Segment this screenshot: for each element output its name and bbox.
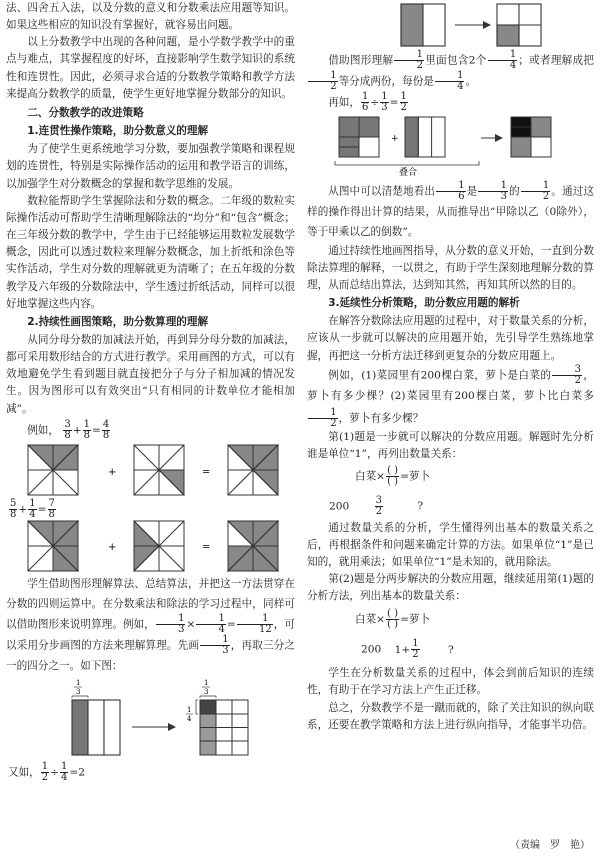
- example-equation: 又如， $\frac{1}{2}$ ÷ $\frac{1}{4}$ =2: [8, 761, 86, 784]
- svg-text:1: 1: [187, 706, 192, 715]
- svg-text:3: 3: [76, 688, 81, 697]
- quantity-relation-1: 白菜× $\frac{( )}{( )}$ =萝卜 200 $\frac{3}{2}$ ?: [329, 464, 431, 517]
- fraction-figure-row-2: [6, 520, 295, 574]
- section-heading: 二、分数教学的改进策略: [27, 106, 144, 119]
- subsection-heading: 2.持续性画图策略，助分数算理的理解: [27, 315, 209, 328]
- svg-text:3: 3: [204, 688, 209, 697]
- paragraph: 例如，(1)菜园里有200棵白菜，萝卜是白菜的 $\frac{3}{2}$ ，萝卜有多少棵？(2)菜园里有200棵白菜，萝卜比白菜多 $\frac{1}{2}$ ，萝卜有多少棵？: [307, 363, 594, 429]
- svg-text:1: 1: [204, 679, 209, 688]
- paragraph: 第(1)题是一步就可以解决的分数应用题。解题时先分析谁是单位“1”，再列出数量关系：: [307, 431, 594, 461]
- svg-text:1: 1: [76, 679, 81, 688]
- paragraph: 第(2)题是分两步解决的分数应用题，继续延用第(1)题的分析方法，列出基本的数量关系：: [307, 573, 594, 603]
- paragraph: 法、四舍五入法，以及分数的意义和分数乘法应用题等知识。如果这些相应的知识没有掌握好，就容易出问题。: [6, 2, 295, 32]
- subsection-heading: 1.连贯性操作策略，助分数意义的理解: [27, 125, 209, 138]
- svg-text:+: +: [391, 134, 399, 145]
- paragraph: 学生在分析数量关系的过程中，体会到前后知识的连续性，有助于在学习方法上产生正迁移。: [307, 667, 594, 697]
- paragraph: 从同分母分数的加减法开始，再到异分母分数的加减法，都可采用数形结合的方式进行教学。采用画图的方式，可以有效地避免学生看到题目就直接把分子与分子相加减的情况发生。因为图形可以有效突出“只有相同的计数单位才能相加减”。: [6, 333, 295, 415]
- paragraph: 数粒能帮助学生掌握除法和分数的概念。二年级的数粒实际操作活动可帮助学生清晰理解除法的“均分”和“包含”概念；在三年级分数的教学中，学生由于已经能够运用数粒发展数学概念，因此可以透过数粒来理解分数概念，加上折纸和涂色等实作活动，学生对分数的理解就更为清晰了；在五年级的分数教学及六年级的分数除法中，学生透过折纸活动，同样可以很好地掌握这些内容。: [6, 194, 295, 310]
- fraction-figure-svg: [6, 443, 295, 499]
- example-equation: 例如， $\frac{3}{8}$ + $\frac{1}{8}$ = $\frac{4}{8}$: [27, 418, 110, 441]
- paragraph: 在解答分数除法应用题的过程中，对于数量关系的分析，应该从一步就可以解决的应用题开始，先引导学生熟练地掌握，再把这一分析方法迁移到更复杂的分数应用题上。: [307, 315, 594, 362]
- svg-text:=: =: [202, 466, 211, 478]
- svg-text:+: +: [108, 541, 117, 553]
- example-equation: 再如， $\frac{1}{6}$ ÷ $\frac{1}{3}$ = $\frac{1}{2}$: [328, 91, 407, 114]
- svg-text:叠合: 叠合: [399, 168, 418, 179]
- svg-text:+: +: [108, 466, 117, 478]
- paragraph: 借助图形理解 $\frac{1}{2}$ 里面包含2个 $\frac{1}{4}$ ；或者理解成把 $\frac{1}{2}$ 等分成两份，每份是 $\frac{1}{4}$ 。: [307, 50, 594, 92]
- paragraph: 通过数量关系的分析，学生懂得列出基本的数量关系之后，再根据条件和问题来确定计算的方法。如果单位“1”是已知的，就用乘法；如果单位“1”是未知的，就用除法。: [307, 521, 594, 568]
- quantity-relation-2: 白菜× $\frac{( )}{( )}$ =萝卜 200 1+ $\frac{1}{2}$ ?: [355, 608, 454, 661]
- multiplication-figure: [6, 676, 295, 762]
- svg-text:=: =: [202, 541, 211, 553]
- editor-credit: （责编 罗 艳）: [510, 840, 590, 851]
- paragraph: 学生借助图形理解算法、总结算法，并把这一方法贯穿在分数的四则运算中。在分数乘法和除法的学习过程中，同样可以借助图形来说明算理。例如， $\frac{1}{3}$ × $\frac{1}{4}$ = $\frac{1}{12}$ ，可以采用分步画图的方法来理解算理。先画 $\frac{1}{3}$ ，再取三分之一的四分之一。如下图：: [6, 577, 296, 672]
- paragraph: 为了使学生更系统地学习分数，要加强教学策略和课程规划的连贯性，特别是实际操作活动的运用和教学语言的训练，以加强学生对分数概念的掌握和数学思维的发展。: [6, 143, 295, 190]
- example-equation: $\frac{5}{8}$ + $\frac{1}{4}$ = $\frac{7}{8}$: [10, 497, 55, 520]
- paragraph: 通过持续性地画图指导，从分数的意义开始，一直到分数除法算理的解释，一以贯之，有助于学生深刻地理解分数的算理，从而总结出算法，达到知其然，再知其所以然的目的。: [307, 244, 594, 291]
- fraction-figure-row-1: [6, 443, 295, 499]
- paragraph: 以上分数教学中出现的各种问题，是小学数学教学中的重点与难点，其掌握程度的好坏，直接影响学生数学知识的系统性和连贯性。因此，必须寻求合适的分数教学策略和教学方法来提高分数教学的质量，使学生更好地掌握分数部分的知识。: [6, 36, 295, 100]
- left-column: [6, 0, 295, 783]
- division-figure: [307, 0, 594, 50]
- paragraph: 总之，分数教学不是一蹴而就的，除了关注知识的纵向联系，还要在教学策略和方法上进行纵向指导，才能事半功倍。: [307, 701, 594, 731]
- subsection-heading: 3.延续性分析策略，助分数应用题的解析: [328, 297, 520, 310]
- paragraph: 从图中可以清楚地看出 $\frac{1}{6}$ 是 $\frac{1}{3}$ 的 $\frac{1}{2}$ 。通过这样的操作得出计算的结果，从而推导出“甲除以乙（0除外），等于甲乘以乙的倒数”。: [307, 180, 595, 239]
- right-column: [307, 0, 594, 734]
- svg-text:4: 4: [187, 715, 192, 724]
- overlay-figure: [307, 113, 594, 181]
